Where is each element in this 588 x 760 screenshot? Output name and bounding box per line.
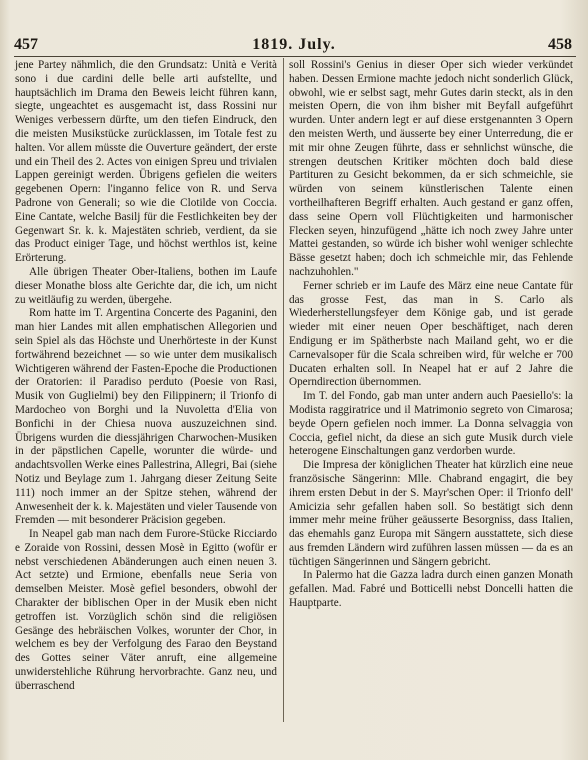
left-column (15, 59, 277, 694)
column-divider (283, 58, 284, 722)
paragraph: Rom hatte im T. Argentina Concerte des Paganini, den man hier Landes mit allen emphatischen Allegorien und sein Spiel als das Höchste und Unerhörteste in der Kunst fortwährend bezeichnet — so wie unter dem musikalisch Wichtigeren während der Fasten-Epoche die Productionen der Oratorien: il Paradiso perduto (Poesie von Rasi, Musik von Guglielmi) bey den Filippinern; il Trionfo di Mardocheo von Borghi und la Nuvoletta d'Elia von Bonfichi in der Chiesa nuova auszuzeichnen sind. Übrigens wurden die diessjährigen Charwochen-Musiken in der päpstlichen Capelle, worunter die würde- und andachtsvollen Werke eines Pallestrina, Allegri, Bai (siehe Notiz und Beylage zum 1. Jahrgang dieser Zeitung Seite 111) noch immer an der Spitze stehen, während der Anwesenheit der k. k. Majestäten und vieler Tausende von Fremden — mit besonderer Präcision gegeben. (15, 307, 277, 527)
page-number-right: 458 (548, 36, 572, 53)
paragraph: Alle übrigen Theater Ober-Italiens, bothen im Laufe dieser Monathe bloss alte Gerichte dar, die ich, um nicht zu weitläufig zu werden, übergehe. (15, 265, 277, 306)
running-head-date: 1819. July. (252, 36, 336, 53)
header-rule (14, 56, 576, 57)
paragraph: soll Rossini's Genius in dieser Oper sich wieder verkündet haben. Dessen Ermione machte jedoch nicht sonderlich Glück, obwohl, wie er selbst sagt, mehr Gutes darin steckt, als in den meisten Opern, die von ihm bisher mit Beyfall aufgeführt wurden. Unter andern legt er auf diese erstgenannten 3 Opern den meisten Werth, und äusserte bey einer Unterredung, die er mit mir ohne Zeugen führte, dass er sehnlichst wünsche, die strengen deutschen Kritiker möchten doch bald diese Partituren zu Gesicht bekommen, da er sich schmeichle, sie würden von seinem künstlerischen Talente einen vortheilhafteren Begriff erhalten. Auch gestand er ganz offen, dass seine Opern voll Flüchtigkeiten und harmonischer Flecken seyen, hinzufügend „hätte ich noch zwey Jahre unter Mattei gestanden, so würde ich bisher wohl weniger schlechte Bässe gesetzt haben; doch ich schmeichle mir, das Fehlende nachzuhohlen." (289, 59, 573, 278)
page-header (14, 36, 574, 56)
paragraph: Die Impresa der königlichen Theater hat kürzlich eine neue französische Sängerinn: Mlle. Chabrand engagirt, die bey ihrem ersten Debut in der S. Mayr'schen Oper: il Trionfo dell' Amicizia sehr gefallen haben soll. So bestätigt sich denn immer mehr meine früher geäusserte Besorgniss, dass Italien, das ehemahls ganz Europa mit Sängern ausstattete, sich diese aus fremden Ländern wird zuführen lassen müssen — da es an tüchtigen Sängerinnen und Sängern gebricht. (289, 459, 573, 568)
paragraph: jene Partey nähmlich, die den Grundsatz: Unità e Verità sono i due cardini delle belle arti aufstellte, und hauptsächlich im Drama den Beweis leicht führen kann, siegte, ungeachtet es ausgemacht ist, dass Rossini nur Weniges verbessern dürfte, um den tiefen Eindruck, den die meisten Musikstücke zurücklassen, im Totale fest zu halten. Vor allem müsste die Ouverture geändert, der erste und ein Theil des 2. Actes von einigen Spreu und trivialen Lappen gereinigt werden. Übrigens gefielen die weiters gegebenen Opern: l'inganno felice von R. und Serva Padrone von Generali; so wie die Clotilde von Coccia. Eine Cantate, welche Basilj für die Festlichkeiten bey der Gegenwart Sr. k. k. Majestäten schrieb, verdient, da sie das Product einiger Tage, und höchst werthlos ist, keine Erörterung. (15, 59, 277, 265)
page-number-left: 457 (14, 36, 38, 53)
paragraph: In Palermo hat die Gazza ladra durch einen ganzen Monath gefallen. Mad. Fabré und Botticelli nebst Doncelli hatten die Hauptparte. (289, 569, 573, 610)
right-column (289, 59, 573, 611)
paragraph: Im T. del Fondo, gab man unter andern auch Paesiello's: la Modista raggiratrice und il Matrimonio segreto von Cimarosa; beyde Opern gefielen noch immer. La Donna selvaggia von Coccia, gefiel nicht, da diese an sich gute Musik durch viele heterogene Einschaltungen ganz verdorben wurde. (289, 390, 573, 458)
paragraph: Ferner schrieb er im Laufe des März eine neue Cantate für das grosse Fest, das man in S. Carlo als Wiederherstellungsfeyer dem Könige gab, und ist gerade wieder mit einer neuen Oper beschäftiget, nach deren Endigung er im Spätherbste nach Mailand geht, wo er die Carnevalsoper für die Scala schreiben wird, für welche er 700 Ducaten erhalten soll. In Neapel hat er auf 2 Jahre die Operndirection übernommen. (289, 279, 573, 389)
paragraph: In Neapel gab man nach dem Furore-Stücke Ricciardo e Zoraide von Rossini, dessen Mosè in Egitto (wofür er nebst verschiedenen Abänderungen auch einen neuen 3. Act setzte) und Ermione, ebenfalls neue Seria von demselben Meister. Mosè gefiel besonders, obwohl der Charakter der biblischen Oper in der Musik eben nicht getroffen ist. Vorzüglich schön sind die religiösen Gesänge des hebräischen Volkes, worunter der Chor, in welchem es bey der Verfolgung des Farao den Beystand des Gottes seiner Väter anruft, eine allgemeine unwiderstehliche Rührung hervorbrachte. Ganz neu, und überraschend (15, 528, 277, 692)
